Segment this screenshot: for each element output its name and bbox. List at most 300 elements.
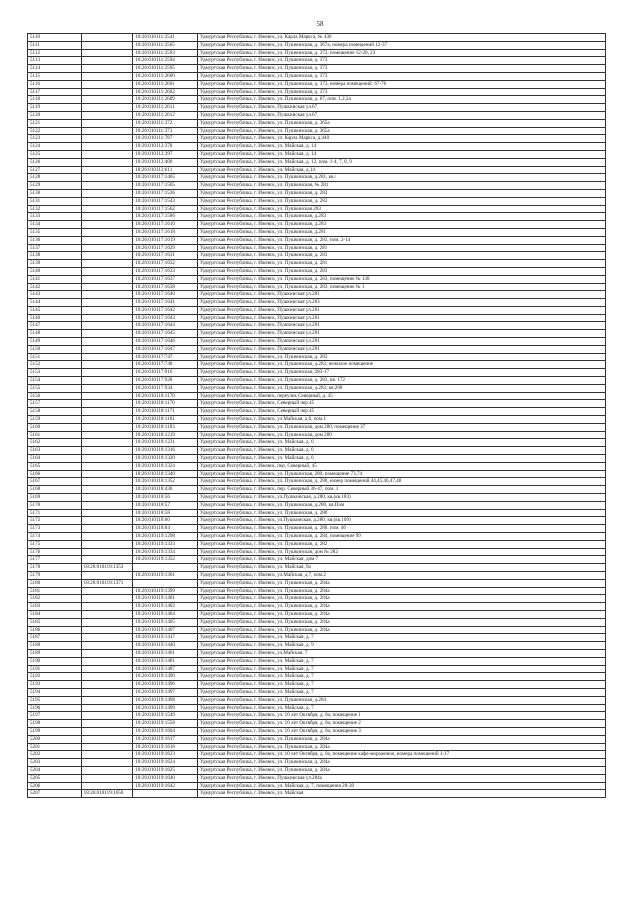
cell-address: Удмуртская Республика, г. Ижевск, Северный пер.45	[198, 408, 606, 416]
cell-b: 18:26:010117:1645	[133, 330, 198, 338]
table-row	[28, 166, 606, 174]
cell-num: 5160	[28, 423, 82, 431]
cell-b: 18:26:010117:1610	[133, 221, 198, 229]
cell-address: Удмуртская Республика, г. Ижевск, ул. Майская, д. 7	[198, 704, 606, 712]
table-row	[28, 603, 606, 611]
cell-num: 5196	[28, 704, 82, 712]
table-row	[28, 205, 606, 213]
table-row	[28, 353, 606, 361]
cell-address: Удмуртская Республика, г. Ижевск, Пушкинская ул.281	[198, 330, 606, 338]
table-row	[28, 213, 606, 221]
table-row	[28, 649, 606, 657]
cell-address: Удмуртская Республика, г. Ижевск, ул. Пушкинская, д. 373	[198, 72, 606, 80]
table-row	[28, 96, 606, 104]
cell-a	[81, 88, 133, 96]
cell-num: 5149	[28, 338, 82, 346]
table-row	[28, 735, 606, 743]
cell-b	[133, 579, 198, 587]
cell-b: 18:26:010119:1461	[133, 649, 198, 657]
cell-address: Удмуртская Республика, г. Ижевск, ул. Пушкинская, д. 283	[198, 197, 606, 205]
table-row	[28, 330, 606, 338]
cell-b: 18:26:010117:1647	[133, 345, 198, 353]
cell-b: 18:26:010117:1646	[133, 338, 198, 346]
table-row	[28, 80, 606, 88]
cell-b: 18:26:010119:1298	[133, 533, 198, 541]
cell-b: 18:26:010117:1638	[133, 283, 198, 291]
cell-a	[81, 408, 133, 416]
cell-a	[81, 696, 133, 704]
cell-b: 18:26:010119:1404	[133, 610, 198, 618]
cell-num: 5164	[28, 455, 82, 463]
cell-a	[81, 649, 133, 657]
table-row	[28, 455, 606, 463]
cell-b: 18:26:010119:1334	[133, 548, 198, 556]
table-row	[28, 642, 606, 650]
table-row	[28, 431, 606, 439]
table-row	[28, 189, 606, 197]
table-row	[28, 743, 606, 751]
table-row	[28, 291, 606, 299]
cell-num: 5182	[28, 595, 82, 603]
table-row	[28, 626, 606, 634]
cell-a	[81, 470, 133, 478]
cell-address: Удмуртская Республика, г. Ижевск, ул. Майская, 9а	[198, 564, 606, 572]
cell-a	[81, 34, 133, 42]
cell-a	[81, 104, 133, 112]
cell-b: 18:26:010111:2611	[133, 104, 198, 112]
cell-a	[81, 111, 133, 119]
table-row	[28, 252, 606, 260]
cell-num: 5155	[28, 384, 82, 392]
table-row	[28, 408, 606, 416]
table-row	[28, 478, 606, 486]
cell-num: 5159	[28, 416, 82, 424]
cell-b: 18:26:010117:1643	[133, 314, 198, 322]
cell-address: Удмуртская Республика, г. Ижевск, ул. Пушкинская, д. 373, номера помещений: 67-76	[198, 80, 606, 88]
table-row	[28, 72, 606, 80]
cell-b: 18:26:010119:1440	[133, 642, 198, 650]
cell-b: 18:26:010118:1170	[133, 392, 198, 400]
cell-address: Удмуртская Республика, г. Ижевск, ул. Пушкинская, д.281, кв./	[198, 174, 606, 182]
cell-a	[81, 455, 133, 463]
table-row	[28, 221, 606, 229]
cell-a	[81, 260, 133, 268]
cell-a	[81, 774, 133, 782]
table-row	[28, 377, 606, 385]
cell-num: 5187	[28, 634, 82, 642]
cell-a: 18:26:010119:1650	[81, 790, 133, 798]
cell-a	[81, 353, 133, 361]
cell-b: 18:26:010118:1170	[133, 400, 198, 408]
table-row	[28, 782, 606, 790]
cell-a	[81, 143, 133, 151]
table-row	[28, 790, 606, 798]
cell-b: 18:26:010119:1625	[133, 766, 198, 774]
cell-address: Удмуртская Республика, г. Ижевск, ул. Пушкинская, д.283, нежилое помещение	[198, 361, 606, 369]
registry-table	[27, 33, 606, 798]
table-row	[28, 712, 606, 720]
cell-num: 5110	[28, 34, 82, 42]
cell-a	[81, 439, 133, 447]
cell-address: Удмуртская Республика, г. Ижевск, ул. Пушкинская, д. 283	[198, 189, 606, 197]
cell-a	[81, 244, 133, 252]
cell-a	[81, 174, 133, 182]
cell-address: Удмуртская Республика, г. Ижевск, ул. Майская, д. 7, помещения 28-30	[198, 782, 606, 790]
cell-address: Удмуртская Республика, г. Ижевск, ул. 10 лет Октября, д. 8а, помещение 3	[198, 727, 606, 735]
cell-b: 18:26:010111:2612	[133, 111, 198, 119]
cell-a	[81, 322, 133, 330]
cell-num: 5198	[28, 720, 82, 728]
cell-b: 18:26:010111:2600	[133, 72, 198, 80]
cell-b: 18:26:010119:1361	[133, 571, 198, 579]
cell-b: 18:26:010111:2594	[133, 57, 198, 65]
cell-a	[81, 657, 133, 665]
table-row	[28, 338, 606, 346]
cell-a	[81, 727, 133, 735]
cell-address: Удмуртская Республика, г. Ижевск, Пушкинская ул.281	[198, 306, 606, 314]
cell-num: 5192	[28, 673, 82, 681]
cell-num: 5177	[28, 556, 82, 564]
cell-address: Удмуртская Республика, г. Ижевск, ул. Пушкинская, д. 283, помещение № 138	[198, 275, 606, 283]
cell-a	[81, 189, 133, 197]
cell-num: 5191	[28, 665, 82, 673]
cell-b: 18:26:010119:1402	[133, 603, 198, 611]
cell-num: 5206	[28, 782, 82, 790]
table-row	[28, 556, 606, 564]
cell-address: Удмуртская Республика, г. Ижевск, ул. Пушкинская, д.283	[198, 221, 606, 229]
cell-address: Удмуртская Республика, г. Ижевск, ул.Пушкинская, д.280, кв.(кв.109)	[198, 517, 606, 525]
cell-a	[81, 688, 133, 696]
cell-a	[81, 743, 133, 751]
cell-address: Удмуртская Республика, г. Ижевск, Пушкинская ул.281	[198, 291, 606, 299]
cell-address: Удмуртская Республика, г. Ижевск, ул. Пушкинская, д. 373	[198, 88, 606, 96]
cell-b: 18:26:010117:1586	[133, 213, 198, 221]
cell-address: Удмуртская Республика, г. Ижевск, ул. Карла Маркса, д.440	[198, 135, 606, 143]
table-row	[28, 665, 606, 673]
cell-b: 18:26:010119:1487	[133, 665, 198, 673]
table-row	[28, 688, 606, 696]
cell-a	[81, 501, 133, 509]
table-row	[28, 486, 606, 494]
cell-b: 18:26:010118:64	[133, 525, 198, 533]
cell-a	[81, 720, 133, 728]
cell-a	[81, 517, 133, 525]
cell-b: 18:26:010119:1498	[133, 696, 198, 704]
cell-b: 18:26:010117:1631	[133, 252, 198, 260]
cell-a	[81, 681, 133, 689]
cell-address: Удмуртская Республика, г. Ижевск, ул. Пушкинская, д.283, кв.208	[198, 384, 606, 392]
cell-num: 5204	[28, 766, 82, 774]
table-row	[28, 111, 606, 119]
cell-a	[81, 494, 133, 502]
cell-address: Удмуртская Республика, г. Ижевск, ул. Майская, д. 7	[198, 681, 606, 689]
cell-b: 18:26:010117:1629	[133, 244, 198, 252]
table-row	[28, 236, 606, 244]
cell-b: 18:26:010111:2541	[133, 34, 198, 42]
cell-a	[81, 751, 133, 759]
cell-num: 5179	[28, 571, 82, 579]
cell-a	[81, 330, 133, 338]
cell-num: 5184	[28, 610, 82, 618]
cell-address: Удмуртская Республика, г. Ижевск, ул. 10 лет Октября, д. 8а, помещение 2	[198, 720, 606, 728]
cell-b: 18:26:010118:1181	[133, 416, 198, 424]
cell-b: 18:26:010119:1352	[133, 556, 198, 564]
table-row	[28, 501, 606, 509]
cell-a	[81, 80, 133, 88]
cell-b: 18:26:010119:1618	[133, 743, 198, 751]
cell-num: 5119	[28, 104, 82, 112]
cell-num: 5163	[28, 447, 82, 455]
cell-b: 18:26:010117:916	[133, 369, 198, 377]
cell-a	[81, 96, 133, 104]
cell-address: Удмуртская Республика, г. Ижевск, ул. Пушкинская, 283-17	[198, 369, 606, 377]
cell-num: 5157	[28, 400, 82, 408]
cell-num: 5127	[28, 166, 82, 174]
cell-num: 5139	[28, 260, 82, 268]
cell-num: 5118	[28, 96, 82, 104]
cell-a	[81, 41, 133, 49]
table-row	[28, 579, 606, 587]
table-row	[28, 392, 606, 400]
table-row	[28, 525, 606, 533]
cell-a	[81, 486, 133, 494]
table-row	[28, 57, 606, 65]
cell-a	[81, 782, 133, 790]
table-row	[28, 774, 606, 782]
table-row	[28, 384, 606, 392]
cell-a	[81, 49, 133, 57]
cell-b: 18:26:010117:934	[133, 384, 198, 392]
cell-address: Удмуртская Республика, г. Ижевск, Пушкинская ул.67	[198, 111, 606, 119]
table-row	[28, 657, 606, 665]
registry-table-body	[28, 34, 606, 798]
table-row	[28, 119, 606, 127]
cell-b: 18:26:010118:1219	[133, 431, 198, 439]
cell-a	[81, 447, 133, 455]
cell-a	[81, 119, 133, 127]
cell-num: 5190	[28, 657, 82, 665]
cell-address: Удмуртская Республика, г. Ижевск, ул. Пушкинская, д. 280, пом. 46	[198, 525, 606, 533]
cell-address: Удмуртская Республика, г. Ижевск, ул. Пушкинская, д. 367а, номера помещений 12-37	[198, 41, 606, 49]
cell-b: 18:26:010119:1624	[133, 759, 198, 767]
table-row	[28, 228, 606, 236]
cell-b: 18:26:010119:1549	[133, 712, 198, 720]
cell-address: Удмуртская Республика, г. Ижевск, ул. Пушкинская, д. 283	[198, 252, 606, 260]
cell-a	[81, 556, 133, 564]
cell-num: 5161	[28, 431, 82, 439]
table-row	[28, 104, 606, 112]
cell-num: 5180	[28, 579, 82, 587]
cell-a	[81, 213, 133, 221]
cell-address: Удмуртская Республика, г. Ижевск, ул. Пушкинская, № 281	[198, 182, 606, 190]
cell-b: 18:26:010118:56	[133, 494, 198, 502]
cell-num: 5141	[28, 275, 82, 283]
cell-a	[81, 610, 133, 618]
cell-a: 18:26:010119:1371	[81, 579, 133, 587]
cell-num: 5185	[28, 618, 82, 626]
cell-a	[81, 759, 133, 767]
cell-address: Удмуртская Республика, г. Ижевск, ул.Майская, 7	[198, 649, 606, 657]
cell-address: Удмуртская Республика, г. Ижевск, ул. Пушкинская, д.284	[198, 696, 606, 704]
table-row	[28, 267, 606, 275]
table-row	[28, 283, 606, 291]
cell-address: Удмуртская Республика, г. Ижевск, ул. Пушкинская, д. 67, пом. 1,2,2а	[198, 96, 606, 104]
cell-address: Удмуртская Республика, г. Ижевск, ул. Майская, д. 7	[198, 634, 606, 642]
cell-address: Удмуртская Республика, г. Ижевск, ул. Пушкинская, д. 284а	[198, 759, 606, 767]
table-row	[28, 610, 606, 618]
table-row	[28, 720, 606, 728]
cell-address: Удмуртская Республика, г. Ижевск, ул. Майская, д.14	[198, 166, 606, 174]
cell-address: Удмуртская Республика, г. Ижевск, ул. Пушкинская, д. 283, кв. 172	[198, 377, 606, 385]
cell-address: Удмуртская Республика, г. Ижевск, Пушкинская ул.281	[198, 314, 606, 322]
cell-b: 18:26:010112:400	[133, 158, 198, 166]
cell-address: Удмуртская Республика, г. Ижевск, ул. Пушкинская, д. 373, помещение 12-20, 23	[198, 49, 606, 57]
cell-num: 5175	[28, 540, 82, 548]
cell-address: Удмуртская Республика, г. Ижевск, ул. Майская, д. 9	[198, 642, 606, 650]
cell-a	[81, 377, 133, 385]
cell-num: 5125	[28, 150, 82, 158]
cell-address: Удмуртская Республика, г. Ижевск, ул. Майская, д. 14	[198, 150, 606, 158]
cell-b: 18:26:010118:436	[133, 486, 198, 494]
table-row	[28, 345, 606, 353]
cell-address: Удмуртская Республика, г. Ижевск, ул. Майская	[198, 790, 606, 798]
cell-num: 5170	[28, 501, 82, 509]
cell-b	[133, 564, 198, 572]
cell-address: Удмуртская Республика, г. Ижевск, ул. Пушкинская, д. 284а	[198, 610, 606, 618]
cell-a	[81, 299, 133, 307]
cell-a	[81, 252, 133, 260]
table-row	[28, 517, 606, 525]
cell-num: 5114	[28, 65, 82, 73]
cell-a	[81, 525, 133, 533]
cell-address: Удмуртская Республика, г. Ижевск, ул. Карла Маркса, № 436	[198, 34, 606, 42]
cell-num: 5156	[28, 392, 82, 400]
cell-num: 5169	[28, 494, 82, 502]
cell-num: 5167	[28, 478, 82, 486]
cell-b: 18:26:010117:1536	[133, 189, 198, 197]
cell-b	[133, 790, 198, 798]
cell-b: 18:26:010112:378	[133, 143, 198, 151]
cell-a	[81, 275, 133, 283]
cell-a	[81, 166, 133, 174]
cell-b: 18:26:010111:2593	[133, 49, 198, 57]
cell-b: 18:26:010119:1399	[133, 587, 198, 595]
cell-b: 18:26:010119:1558	[133, 720, 198, 728]
table-row	[28, 135, 606, 143]
cell-a	[81, 205, 133, 213]
cell-a	[81, 618, 133, 626]
cell-num: 5142	[28, 283, 82, 291]
cell-address: Удмуртская Республика, г. Ижевск, ул. Майская, д. 7	[198, 688, 606, 696]
cell-address: Удмуртская Республика, г. Ижевск, ул. Пушкинская, д.280, кв.Пом	[198, 501, 606, 509]
cell-num: 5183	[28, 603, 82, 611]
cell-b: 18:26:010112:611	[133, 166, 198, 174]
table-row	[28, 49, 606, 57]
cell-a	[81, 158, 133, 166]
cell-a	[81, 626, 133, 634]
cell-b: 18:26:010117:1562	[133, 205, 198, 213]
cell-num: 5111	[28, 41, 82, 49]
cell-a	[81, 478, 133, 486]
cell-address: Удмуртская Республика, г. Ижевск, ул. Майская, д. 6	[198, 455, 606, 463]
table-row	[28, 727, 606, 735]
cell-b: 18:26:010117:1543	[133, 197, 198, 205]
cell-a	[81, 571, 133, 579]
cell-b: 18:26:010118:1352	[133, 478, 198, 486]
cell-num: 5172	[28, 517, 82, 525]
cell-num: 5128	[28, 174, 82, 182]
cell-a	[81, 314, 133, 322]
cell-a	[81, 182, 133, 190]
cell-num: 5122	[28, 127, 82, 135]
cell-address: Удмуртская Республика, г. Ижевск, ул. Пушкинская, д. 283	[198, 353, 606, 361]
cell-a	[81, 57, 133, 65]
cell-b: 18:26:010119:1497	[133, 688, 198, 696]
cell-num: 5150	[28, 345, 82, 353]
cell-address: Удмуртская Республика, г. Ижевск, ул. Пушкинская, дом 280, помещение 37	[198, 423, 606, 431]
table-row	[28, 681, 606, 689]
table-row	[28, 182, 606, 190]
cell-b: 18:26:010119:1617	[133, 735, 198, 743]
table-row	[28, 462, 606, 470]
cell-a	[81, 462, 133, 470]
cell-a	[81, 548, 133, 556]
cell-b: 18:26:010119:1481	[133, 657, 198, 665]
cell-num: 5153	[28, 369, 82, 377]
cell-a	[81, 416, 133, 424]
cell-a	[81, 384, 133, 392]
table-row	[28, 275, 606, 283]
table-row	[28, 595, 606, 603]
cell-b: 18:26:010118:1320	[133, 455, 198, 463]
table-row	[28, 751, 606, 759]
cell-a	[81, 72, 133, 80]
cell-address: Удмуртская Республика, г. Ижевск, ул.Пушкинская, д.280, кв.(кв.183)	[198, 494, 606, 502]
cell-a	[81, 400, 133, 408]
cell-address: Удмуртская Республика, г. Ижевск, ул. Пушкинская, д. 365а	[198, 119, 606, 127]
table-row	[28, 143, 606, 151]
cell-address: Удмуртская Республика, г. Ижевск, ул. Пушкинская, д.283	[198, 213, 606, 221]
cell-b: 18:26:010117:1619	[133, 236, 198, 244]
cell-num: 5173	[28, 525, 82, 533]
cell-num: 5113	[28, 57, 82, 65]
cell-address: Удмуртская Республика, г. Ижевск, ул. Пушкинская, д. 373	[198, 57, 606, 65]
cell-address: Удмуртская Республика, г. Ижевск, ул. Пушкинская, д. 280, номер помещений 44,45,46,47,48	[198, 478, 606, 486]
cell-a	[81, 509, 133, 517]
cell-a	[81, 361, 133, 369]
cell-address: Удмуртская Республика, г. Ижевск, ул. Пушкинская, д. 284а	[198, 618, 606, 626]
table-row	[28, 618, 606, 626]
cell-num: 5176	[28, 548, 82, 556]
cell-b: 18:26:010117:928	[133, 377, 198, 385]
cell-b: 18:26:010117:1505	[133, 182, 198, 190]
table-row	[28, 704, 606, 712]
table-row	[28, 314, 606, 322]
table-row	[28, 88, 606, 96]
table-row	[28, 571, 606, 579]
cell-num: 5197	[28, 712, 82, 720]
cell-a	[81, 634, 133, 642]
cell-b: 18:26:010119:1623	[133, 751, 198, 759]
cell-b: 18:26:010111:372	[133, 119, 198, 127]
cell-a	[81, 228, 133, 236]
cell-num: 5121	[28, 119, 82, 127]
cell-address: Удмуртская Республика, г. Ижевск, ул.Майская, д.7, пом.2	[198, 571, 606, 579]
cell-address: Удмуртская Республика, г. Ижевск, ул. Майская, д. 6	[198, 439, 606, 447]
cell-b: 18:26:010111:787	[133, 135, 198, 143]
table-row	[28, 423, 606, 431]
cell-address: Удмуртская Республика, г. Ижевск, ул. Пушкинская, д. 284а	[198, 595, 606, 603]
